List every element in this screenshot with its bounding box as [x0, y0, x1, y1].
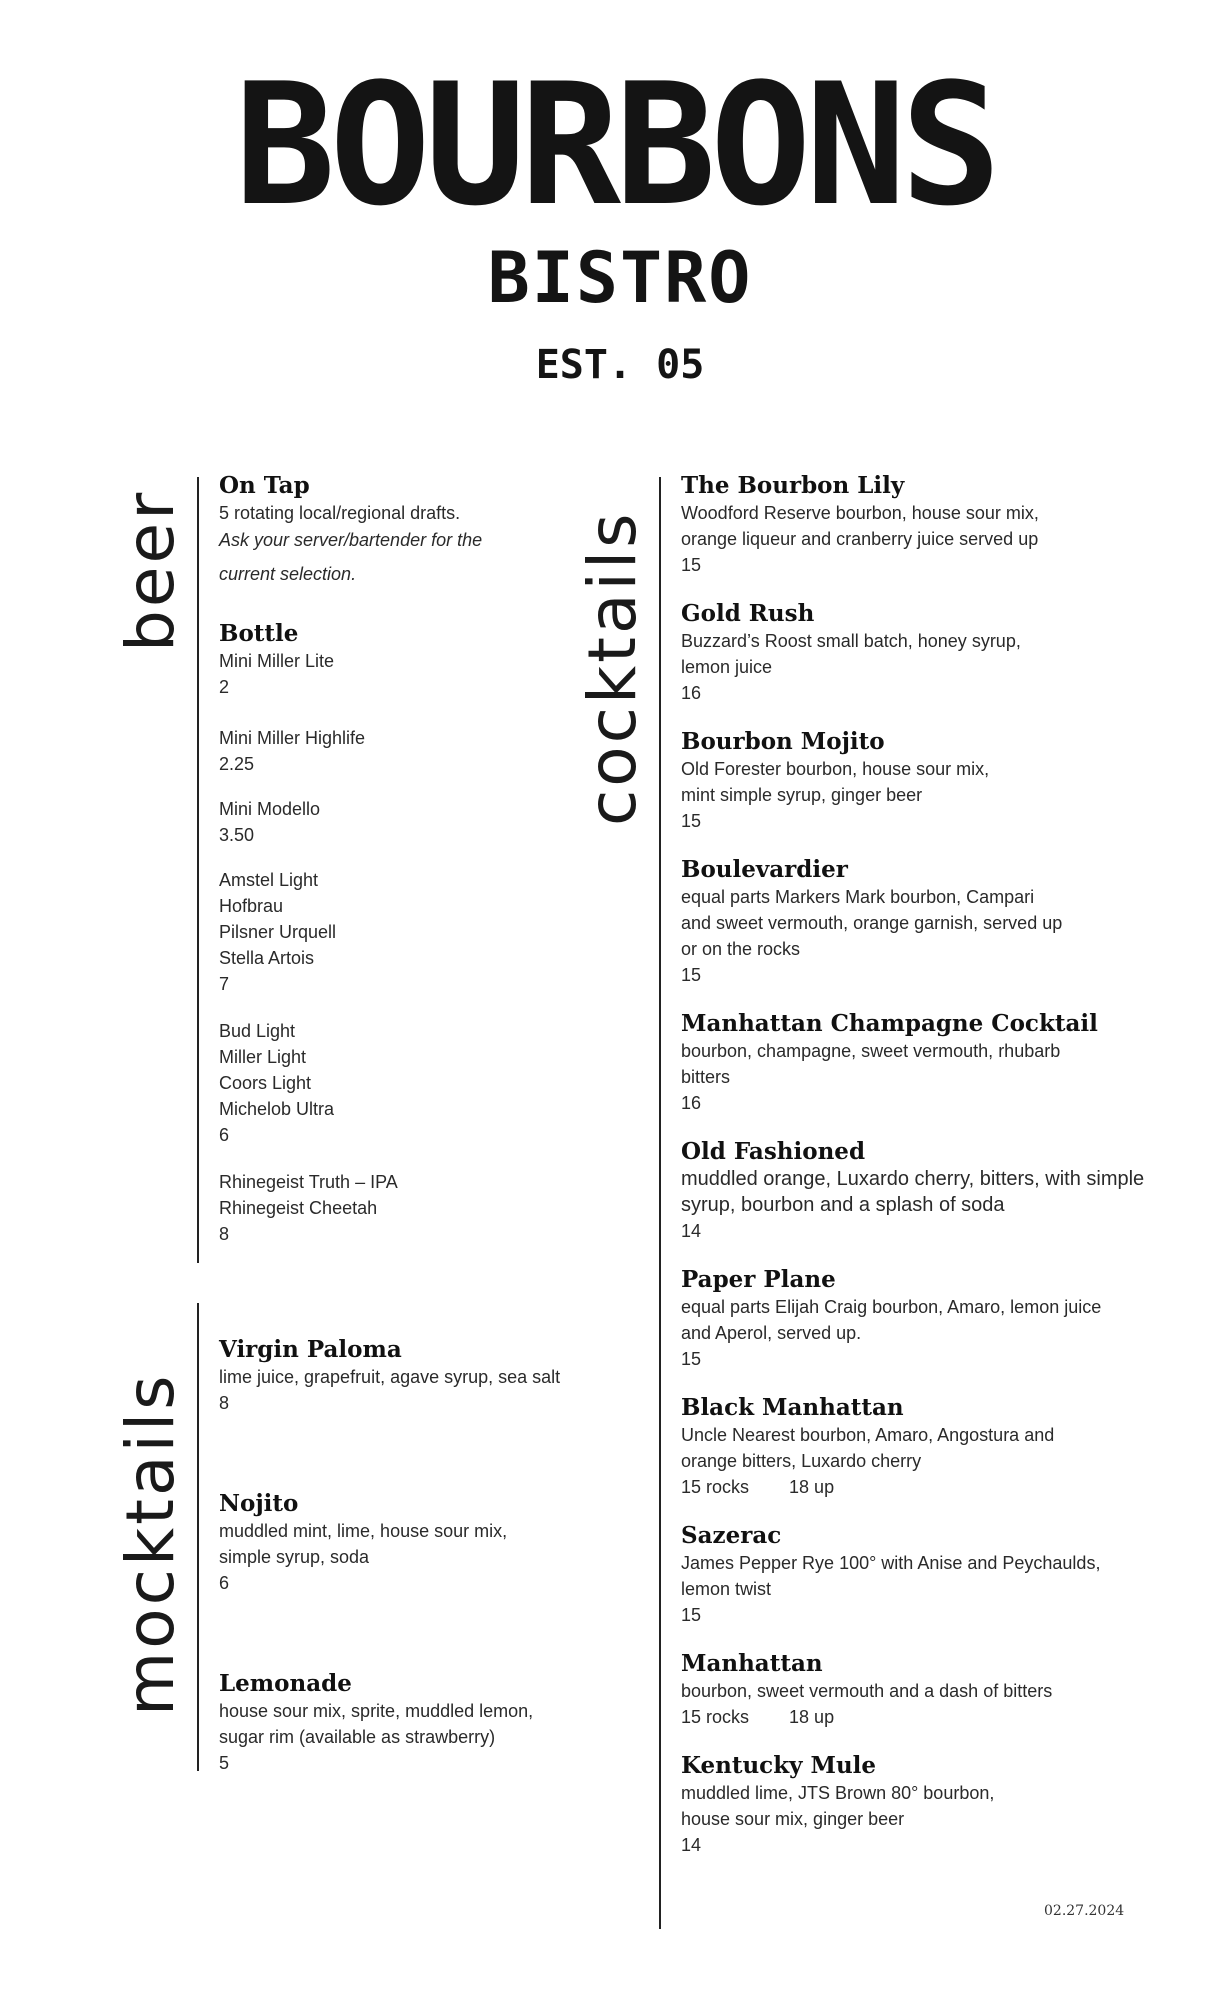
item-desc: muddled mint, lime, house sour mix, [219, 1521, 508, 1541]
beer-bottle-group [219, 1018, 334, 1148]
beer-on-tap [219, 472, 482, 594]
item-name: Lemonade [219, 1670, 352, 1697]
item-desc: lemon juice [681, 657, 773, 677]
cocktail-item [681, 1138, 1144, 1244]
cocktails-divider [659, 477, 661, 1929]
beer-price: 7 [219, 974, 230, 994]
beer-price: 8 [219, 1224, 230, 1244]
beer-bottle-heading [219, 620, 298, 648]
price-rocks: 15 rocks [681, 1707, 750, 1727]
mocktail-item [219, 1336, 560, 1416]
item-name: Paper Plane [681, 1266, 836, 1293]
beer-bottle-group [219, 648, 334, 700]
item-price: 6 [219, 1573, 230, 1593]
item-desc: equal parts Markers Mark bourbon, Campari [681, 887, 1035, 907]
item-desc: Buzzard’s Roost small batch, honey syrup, [681, 631, 1021, 651]
beer-price: 2 [219, 677, 230, 697]
item-name: The Bourbon Lily [681, 472, 905, 499]
cocktail-item [681, 1010, 1098, 1116]
price-up: 18 up [789, 1477, 835, 1497]
beer-name: Stella Artois [219, 948, 315, 968]
beer-name: Rhinegeist Truth – IPA [219, 1172, 398, 1192]
beer-bottle-group [219, 725, 365, 777]
beer-name: Rhinegeist Cheetah [219, 1198, 378, 1218]
item-desc: James Pepper Rye 100° with Anise and Peychaulds, [681, 1553, 1101, 1573]
logo-subtitle: BISTRO [487, 237, 753, 319]
price-up: 18 up [789, 1707, 835, 1727]
beer-price: 6 [219, 1125, 230, 1145]
item-desc: 5 rotating local/regional drafts. [219, 503, 461, 523]
item-desc: Ask your server/bartender for the [219, 530, 483, 550]
beer-name: Hofbrau [219, 896, 284, 916]
beer-name: Mini Modello [219, 799, 321, 819]
item-name: Bourbon Mojito [681, 728, 885, 755]
item-name: Manhattan Champagne Cocktail [681, 1010, 1098, 1037]
item-price: 16 [681, 683, 702, 703]
item-name: On Tap [219, 472, 310, 499]
beer-name: Pilsner Urquell [219, 922, 337, 942]
section-label-cocktails: cocktails [574, 510, 651, 826]
item-desc: bourbon, champagne, sweet vermouth, rhubarb [681, 1041, 1061, 1061]
logo-established: EST. 05 [535, 342, 705, 388]
item-price: 14 [681, 1835, 702, 1855]
item-desc: Uncle Nearest bourbon, Amaro, Angostura and [681, 1425, 1055, 1445]
item-price: 15 [681, 965, 702, 985]
cocktail-item [681, 472, 1039, 578]
item-name: Bottle [219, 620, 299, 647]
item-price: 8 [219, 1393, 230, 1413]
item-desc: sugar rim (available as strawberry) [219, 1727, 496, 1747]
beer-name: Bud Light [219, 1021, 296, 1041]
beer-name: Mini Miller Lite [219, 651, 335, 671]
item-desc: equal parts Elijah Craig bourbon, Amaro, lemon juice [681, 1297, 1102, 1317]
menu-date: 02.27.2024 [1044, 1903, 1125, 1919]
cocktail-item [681, 1752, 994, 1858]
item-price: 14 [681, 1221, 702, 1241]
item-name: Kentucky Mule [681, 1752, 877, 1779]
item-desc: current selection. [219, 564, 357, 584]
beer-name: Miller Light [219, 1047, 307, 1067]
item-price: 5 [219, 1753, 230, 1773]
beer-divider [197, 477, 199, 1263]
beer-name: Mini Miller Highlife [219, 728, 366, 748]
logo-title: BOURBONS [234, 47, 996, 243]
cocktail-item [681, 1394, 1054, 1500]
cocktail-item [681, 1266, 1101, 1372]
item-desc: bitters [681, 1067, 731, 1087]
item-desc: mint simple syrup, ginger beer [681, 785, 923, 805]
item-price: 15 [681, 1349, 702, 1369]
beer-name: Coors Light [219, 1073, 312, 1093]
item-desc: bourbon, sweet vermouth and a dash of bitters [681, 1681, 1053, 1701]
mocktail-item [219, 1490, 507, 1596]
beer-bottle-group [219, 1169, 398, 1247]
item-price: 16 [681, 1093, 702, 1113]
item-name: Manhattan [681, 1650, 823, 1677]
beer-name: Michelob Ultra [219, 1099, 335, 1119]
item-price-pair [681, 1704, 1052, 1730]
item-desc: and sweet vermouth, orange garnish, served up [681, 913, 1063, 933]
item-name: Sazerac [681, 1522, 782, 1549]
mocktails-divider [197, 1303, 199, 1771]
item-name: Gold Rush [681, 600, 815, 627]
beer-bottle-group [219, 867, 336, 997]
section-label-mocktails: mocktails [112, 1372, 189, 1716]
item-price: 15 [681, 555, 702, 575]
item-price: 15 [681, 811, 702, 831]
section-label-beer: beer [112, 489, 189, 652]
item-desc: lemon twist [681, 1579, 772, 1599]
item-desc: Woodford Reserve bourbon, house sour mix, [681, 503, 1039, 523]
cocktail-item [681, 1522, 1100, 1628]
item-name: Boulevardier [681, 856, 848, 883]
item-name: Nojito [219, 1490, 299, 1517]
beer-bottle-group [219, 796, 320, 848]
item-desc: lime juice, grapefruit, agave syrup, sea salt [219, 1367, 561, 1387]
item-desc: house sour mix, ginger beer [681, 1809, 905, 1829]
cocktail-item [681, 856, 1062, 988]
item-price: 15 [681, 1605, 702, 1625]
item-name: Old Fashioned [681, 1138, 866, 1165]
item-desc: syrup, bourbon and a splash of soda [681, 1194, 1005, 1216]
item-desc: muddled orange, Luxardo cherry, bitters, with simple [681, 1168, 1145, 1190]
mocktail-item [219, 1670, 533, 1776]
price-rocks: 15 rocks [681, 1477, 750, 1497]
item-desc: Old Forester bourbon, house sour mix, [681, 759, 990, 779]
item-desc: or on the rocks [681, 939, 801, 959]
item-desc: orange liqueur and cranberry juice served up [681, 529, 1039, 549]
beer-price: 2.25 [219, 754, 255, 774]
item-price-pair [681, 1474, 1054, 1500]
cocktail-item [681, 600, 1021, 706]
beer-name: Amstel Light [219, 870, 319, 890]
cocktail-item [681, 728, 989, 834]
item-desc: orange bitters, Luxardo cherry [681, 1451, 922, 1471]
item-desc: house sour mix, sprite, muddled lemon, [219, 1701, 534, 1721]
cocktail-item [681, 1650, 1052, 1730]
item-name: Virgin Paloma [219, 1336, 402, 1363]
beer-price: 3.50 [219, 825, 255, 845]
item-desc: and Aperol, served up. [681, 1323, 862, 1343]
item-desc: muddled lime, JTS Brown 80° bourbon, [681, 1783, 995, 1803]
item-desc: simple syrup, soda [219, 1547, 370, 1567]
item-name: Black Manhattan [681, 1394, 904, 1421]
